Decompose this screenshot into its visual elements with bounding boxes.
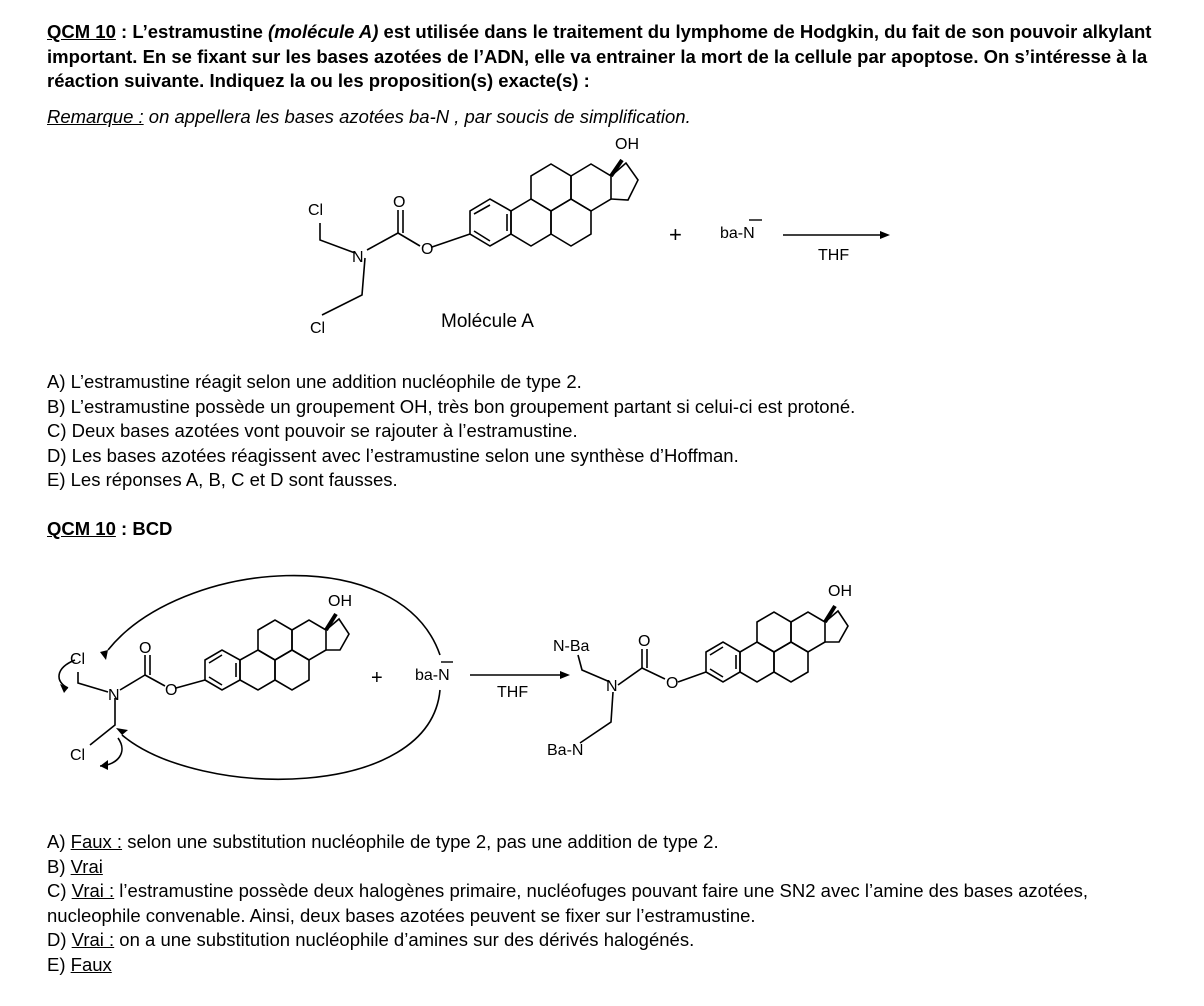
cl-top-label-2: Cl bbox=[70, 651, 86, 668]
remark bbox=[47, 105, 1157, 130]
question-intro-1: : L’estramustine bbox=[115, 21, 269, 42]
plus-sign: + bbox=[669, 222, 682, 247]
molecule-a-structure bbox=[320, 160, 880, 315]
product-n-label: N bbox=[606, 678, 618, 695]
correction-text: on a une substitution nucléophile d’amines sur des dérivés halogénés. bbox=[114, 929, 695, 950]
correction-verdict: Vrai bbox=[70, 855, 103, 877]
correction-a bbox=[47, 830, 1157, 855]
o-ester-label: O bbox=[421, 241, 434, 258]
oh-label: OH bbox=[615, 136, 639, 153]
correction-letter: C) bbox=[47, 880, 72, 901]
correction-letter: D) bbox=[47, 929, 72, 950]
product-oh-label: OH bbox=[828, 583, 852, 600]
question-intro-2: est utilisée dans le traitement du lymphome de Hodgkin, du fait de son pouvoir alkylant important. En se fixant sur les bases azotées de l’ADN, elle va entrainer la mort de la cellule par apoptose. On s’intéresse à la réaction suivante. Indiquez la ou les proposition(s) exacte(s) : bbox=[47, 21, 1152, 91]
reagent-label: ba-N bbox=[720, 225, 755, 242]
reaction-scheme-2 bbox=[0, 560, 1204, 815]
product-n-ba-label: N-Ba bbox=[553, 638, 590, 655]
product-o-carbonyl-label: O bbox=[638, 633, 651, 650]
option-d: D) Les bases azotées réagissent avec l’estramustine selon une synthèse d’Hoffman. bbox=[47, 444, 739, 466]
correction-verdict: Vrai : bbox=[71, 929, 115, 950]
reagent-label-2: ba-N bbox=[415, 667, 450, 684]
product-o-ester-label: O bbox=[666, 675, 679, 692]
cl-bottom-label-2: Cl bbox=[70, 747, 86, 764]
correction-letter: A) bbox=[47, 831, 71, 852]
option-a: A) L’estramustine réagit selon une addition nucléophile de type 2. bbox=[47, 371, 582, 392]
cl-bottom-label: Cl bbox=[310, 320, 326, 337]
reaction-scheme-1 bbox=[0, 130, 1204, 345]
correction-text: l’estramustine possède deux halogènes primaire, nucléofuges pouvant faire une SN2 avec l’amine des bases azotées, nucleophile convenable. Ainsi, deux bases azotées peuvent se fixer sur l’estramustine. bbox=[47, 880, 1089, 926]
molecule-a-caption: Molécule A bbox=[441, 311, 534, 332]
n-label-2: N bbox=[108, 687, 120, 704]
remark-text: on appellera les bases azotées ba-N , par soucis de simplification. bbox=[143, 106, 691, 127]
options-list bbox=[47, 370, 1157, 493]
plus-sign-2: + bbox=[371, 667, 383, 689]
correction-d bbox=[47, 928, 1157, 953]
correction-c bbox=[47, 879, 1157, 928]
mechanism-reactant bbox=[59, 576, 848, 780]
correction-letter: B) bbox=[47, 855, 71, 877]
correction-verdict: Vrai : bbox=[71, 880, 115, 901]
oh-label-2: OH bbox=[328, 593, 352, 610]
answer-label: QCM 10 bbox=[47, 518, 116, 539]
o-carbonyl-label-2: O bbox=[139, 640, 152, 657]
solvent-label: THF bbox=[818, 247, 850, 264]
option-e: E) Les réponses A, B, C et D sont fausses. bbox=[47, 469, 398, 490]
correction-text: selon une substitution nucléophile de type 2, pas une addition de type 2. bbox=[122, 831, 719, 852]
solvent-label-2: THF bbox=[497, 684, 529, 701]
o-ester-label-2: O bbox=[165, 682, 178, 699]
correction-verdict: Faux : bbox=[70, 831, 123, 852]
corrections-list bbox=[47, 830, 1157, 977]
option-c: C) Deux bases azotées vont pouvoir se rajouter à l’estramustine. bbox=[47, 420, 578, 441]
correction-b bbox=[47, 855, 1157, 880]
answer-value: : BCD bbox=[115, 518, 173, 539]
correction-e bbox=[47, 953, 1157, 978]
correction-verdict: Faux bbox=[70, 953, 112, 975]
question-statement bbox=[47, 20, 1157, 94]
cl-top-label: Cl bbox=[308, 202, 324, 219]
answer-line bbox=[47, 517, 1157, 542]
correction-letter: E) bbox=[47, 953, 71, 975]
remark-label: Remarque : bbox=[47, 106, 144, 127]
product-ba-n-label: Ba-N bbox=[547, 742, 584, 759]
molecule-reference: (molécule A) bbox=[268, 21, 379, 42]
o-carbonyl-label: O bbox=[393, 194, 406, 211]
option-b: B) L’estramustine possède un groupement OH, très bon groupement partant si celui-ci est protoné. bbox=[47, 395, 856, 417]
n-label: N bbox=[352, 249, 364, 266]
question-label: QCM 10 bbox=[47, 21, 116, 42]
